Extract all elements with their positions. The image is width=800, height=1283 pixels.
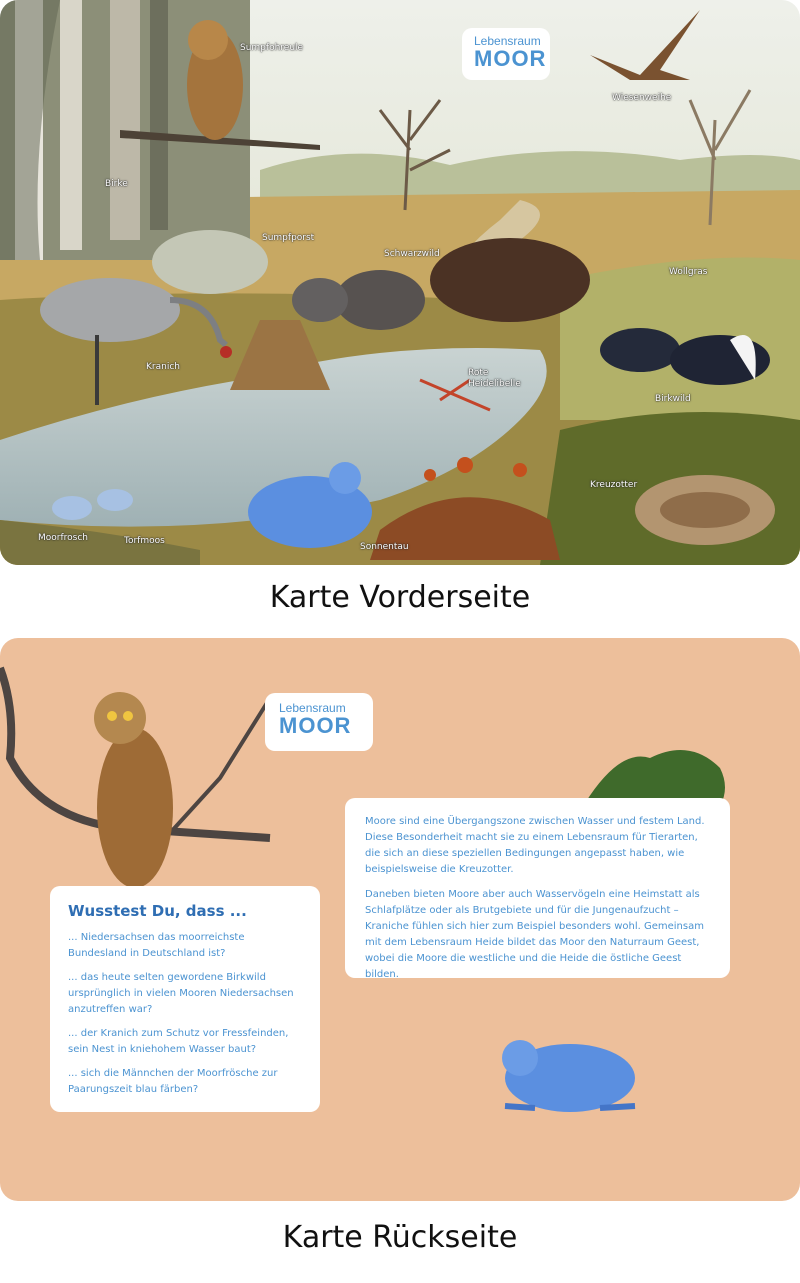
label-moorfrosch: Moorfrosch: [38, 533, 88, 543]
info-paragraph-1: Moore sind eine Übergangszone zwischen Wasser und festem Land. Diese Besonderheit macht sie zu einem Lebensraum für Tierarten, die sich an diese speziellen Bedingungen angepasst haben, wie beispielsweise die Kreuzotter.: [365, 816, 705, 875]
quiz-item: ... der Kranich zum Schutz vor Fressfeinden, sein Nest in kniehohem Wasser baut?: [68, 1028, 289, 1055]
badge-line2: MOOR: [279, 713, 352, 738]
label-sumpfporst: Sumpfporst: [262, 233, 315, 243]
info-paragraph-2: Daneben bieten Moore aber auch Wasservögeln eine Heimstatt als Schlafplätze oder als Brutgebiete und für die Jungenaufzucht – Kraniche fühlen sich hier zum Beispiel besonders wohl. Gemeinsam mit dem Lebensraum Heide bildet das Moor den Naturraum Geest, wobei die Moore die westliche und die Heide die östliche Geest bilden.: [365, 889, 704, 980]
caption-front: Karte Vorderseite: [269, 580, 531, 615]
badge-line1: Lebensraum: [474, 34, 541, 48]
quiz-item: ... sich die Männchen der Moorfrösche zur Paarungszeit blau färben?: [68, 1068, 278, 1095]
quiz-list: [68, 930, 302, 1098]
quiz-item: ... das heute selten gewordene Birkwild ursprünglich in vielen Mooren Niedersachsen anzutreffen war?: [68, 972, 294, 1015]
label-rote-heidelibelle: Rote Heidelibelle: [468, 368, 521, 389]
label-torfmoos: Torfmoos: [124, 536, 165, 546]
label-birke: Birke: [105, 179, 128, 189]
caption-back: Karte Rückseite: [282, 1220, 518, 1255]
back-card: [0, 638, 800, 1201]
label-sumpfohreule: Sumpfohreule: [240, 43, 304, 53]
quiz-title: Wusstest Du, dass ...: [68, 902, 247, 920]
moor-illustration: [0, 0, 800, 565]
label-wiesenweihe: Wiesenweihe: [612, 93, 672, 103]
front-card: [0, 0, 800, 565]
front-habitat-badge: [462, 28, 550, 80]
back-habitat-badge: [265, 693, 373, 751]
label-sonnentau: Sonnentau: [360, 542, 409, 552]
label-kreuzotter: Kreuzotter: [590, 480, 638, 490]
label-birkwild: Birkwild: [655, 394, 691, 404]
label-kranich: Kranich: [146, 362, 180, 372]
info-panel: [345, 798, 730, 978]
quiz-panel: [50, 886, 320, 1112]
badge-line2: MOOR: [474, 46, 547, 71]
badge-line1: Lebensraum: [279, 701, 346, 715]
label-schwarzwild: Schwarzwild: [384, 249, 440, 259]
label-wollgras: Wollgras: [669, 267, 708, 277]
quiz-item: ... Niedersachsen das moorreichste Bundesland in Deutschland ist?: [68, 932, 245, 959]
